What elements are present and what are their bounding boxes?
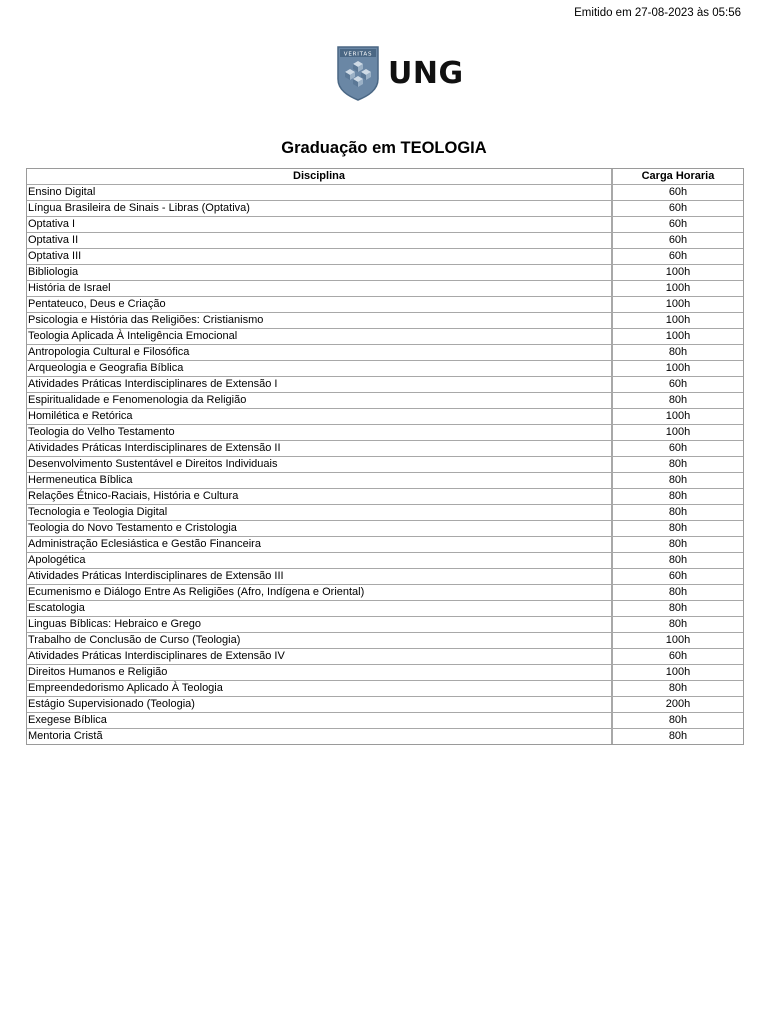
table-row bbox=[27, 313, 743, 329]
table-row bbox=[27, 569, 743, 585]
disciplina-cell: Optativa II bbox=[27, 233, 612, 249]
table-row bbox=[27, 505, 743, 521]
table-row bbox=[27, 601, 743, 617]
carga-horaria-cell: 80h bbox=[612, 393, 743, 409]
carga-horaria-cell: 80h bbox=[612, 521, 743, 537]
table-row bbox=[27, 473, 743, 489]
carga-horaria-cell: 60h bbox=[612, 233, 743, 249]
disciplina-cell: Mentoria Cristã bbox=[27, 729, 612, 744]
disciplina-cell: Optativa I bbox=[27, 217, 612, 233]
disciplina-cell: Antropologia Cultural e Filosófica bbox=[27, 345, 612, 361]
disciplina-cell: Desenvolvimento Sustentável e Direitos Individuais bbox=[27, 457, 612, 473]
disciplina-cell: Ecumenismo e Diálogo Entre As Religiões (Afro, Indígena e Oriental) bbox=[27, 585, 612, 601]
carga-horaria-cell: 80h bbox=[612, 537, 743, 553]
disciplina-cell: Teologia Aplicada À Inteligência Emocional bbox=[27, 329, 612, 345]
header-disciplina: Disciplina bbox=[27, 169, 612, 185]
carga-horaria-cell: 100h bbox=[612, 633, 743, 649]
disciplina-cell: Teologia do Velho Testamento bbox=[27, 425, 612, 441]
disciplina-cell: Apologética bbox=[27, 553, 612, 569]
disciplina-cell: Linguas Bíblicas: Hebraico e Grego bbox=[27, 617, 612, 633]
table-row bbox=[27, 425, 743, 441]
disciplina-cell: Hermeneutica Bíblica bbox=[27, 473, 612, 489]
carga-horaria-cell: 60h bbox=[612, 649, 743, 665]
carga-horaria-cell: 80h bbox=[612, 553, 743, 569]
carga-horaria-cell: 100h bbox=[612, 265, 743, 281]
carga-horaria-cell: 200h bbox=[612, 697, 743, 713]
table-row bbox=[27, 633, 743, 649]
course-table bbox=[26, 168, 744, 745]
table-row bbox=[27, 281, 743, 297]
table-row bbox=[27, 393, 743, 409]
veritas-shield-icon bbox=[336, 45, 380, 101]
disciplina-cell: Direitos Humanos e Religião bbox=[27, 665, 612, 681]
carga-horaria-cell: 60h bbox=[612, 217, 743, 233]
carga-horaria-cell: 80h bbox=[612, 617, 743, 633]
disciplina-cell: Exegese Bíblica bbox=[27, 713, 612, 729]
disciplina-cell: Optativa III bbox=[27, 249, 612, 265]
carga-horaria-cell: 100h bbox=[612, 297, 743, 313]
carga-horaria-cell: 100h bbox=[612, 409, 743, 425]
table-row bbox=[27, 729, 743, 744]
carga-horaria-cell: 60h bbox=[612, 201, 743, 217]
carga-horaria-cell: 60h bbox=[612, 441, 743, 457]
table-row bbox=[27, 537, 743, 553]
disciplina-cell: Psicologia e História das Religiões: Cristianismo bbox=[27, 313, 612, 329]
table-row bbox=[27, 265, 743, 281]
disciplina-cell: Bibliologia bbox=[27, 265, 612, 281]
table-row bbox=[27, 409, 743, 425]
university-logo bbox=[336, 44, 464, 102]
carga-horaria-cell: 100h bbox=[612, 281, 743, 297]
table-row bbox=[27, 217, 743, 233]
disciplina-cell: Empreendedorismo Aplicado À Teologia bbox=[27, 681, 612, 697]
table-row bbox=[27, 489, 743, 505]
disciplina-cell: Homilética e Retórica bbox=[27, 409, 612, 425]
disciplina-cell: Atividades Práticas Interdisciplinares de Extensão IV bbox=[27, 649, 612, 665]
carga-horaria-cell: 100h bbox=[612, 665, 743, 681]
table-row bbox=[27, 649, 743, 665]
disciplina-cell: Administração Eclesiástica e Gestão Financeira bbox=[27, 537, 612, 553]
table-row bbox=[27, 713, 743, 729]
table-row bbox=[27, 233, 743, 249]
carga-horaria-cell: 80h bbox=[612, 473, 743, 489]
shield-text: VERITAS bbox=[343, 51, 373, 58]
carga-horaria-cell: 60h bbox=[612, 185, 743, 201]
emission-timestamp: Emitido em 27-08-2023 às 05:56 bbox=[574, 7, 741, 19]
carga-horaria-cell: 60h bbox=[612, 569, 743, 585]
carga-horaria-cell: 80h bbox=[612, 713, 743, 729]
disciplina-cell: Ensino Digital bbox=[27, 185, 612, 201]
table-row bbox=[27, 185, 743, 201]
disciplina-cell: Pentateuco, Deus e Criação bbox=[27, 297, 612, 313]
carga-horaria-cell: 100h bbox=[612, 361, 743, 377]
table-row bbox=[27, 681, 743, 697]
disciplina-cell: Atividades Práticas Interdisciplinares de Extensão III bbox=[27, 569, 612, 585]
course-rows bbox=[27, 185, 743, 744]
carga-horaria-cell: 80h bbox=[612, 681, 743, 697]
disciplina-cell: Espiritualidade e Fenomenologia da Religião bbox=[27, 393, 612, 409]
carga-horaria-cell: 80h bbox=[612, 457, 743, 473]
page-title: Graduação em TEOLOGIA bbox=[281, 139, 487, 157]
table-row bbox=[27, 361, 743, 377]
table-row bbox=[27, 521, 743, 537]
carga-horaria-cell: 80h bbox=[612, 505, 743, 521]
table-row bbox=[27, 249, 743, 265]
disciplina-cell: Tecnologia e Teologia Digital bbox=[27, 505, 612, 521]
disciplina-cell: Trabalho de Conclusão de Curso (Teologia) bbox=[27, 633, 612, 649]
disciplina-cell: Atividades Práticas Interdisciplinares de Extensão I bbox=[27, 377, 612, 393]
table-row bbox=[27, 441, 743, 457]
carga-horaria-cell: 100h bbox=[612, 425, 743, 441]
table-row bbox=[27, 697, 743, 713]
table-row bbox=[27, 457, 743, 473]
carga-horaria-cell: 60h bbox=[612, 249, 743, 265]
carga-horaria-cell: 80h bbox=[612, 601, 743, 617]
table-row bbox=[27, 553, 743, 569]
disciplina-cell: Língua Brasileira de Sinais - Libras (Optativa) bbox=[27, 201, 612, 217]
disciplina-cell: Relações Étnico-Raciais, História e Cultura bbox=[27, 489, 612, 505]
table-row bbox=[27, 329, 743, 345]
disciplina-cell: Teologia do Novo Testamento e Cristologia bbox=[27, 521, 612, 537]
table-row bbox=[27, 665, 743, 681]
carga-horaria-cell: 80h bbox=[612, 489, 743, 505]
carga-horaria-cell: 80h bbox=[612, 345, 743, 361]
disciplina-cell: Atividades Práticas Interdisciplinares de Extensão II bbox=[27, 441, 612, 457]
table-header-row bbox=[27, 169, 743, 185]
disciplina-cell: História de Israel bbox=[27, 281, 612, 297]
table-row bbox=[27, 617, 743, 633]
carga-horaria-cell: 60h bbox=[612, 377, 743, 393]
header-carga-horaria: Carga Horaria bbox=[612, 169, 743, 185]
carga-horaria-cell: 80h bbox=[612, 729, 743, 744]
disciplina-cell: Escatologia bbox=[27, 601, 612, 617]
carga-horaria-cell: 100h bbox=[612, 329, 743, 345]
carga-horaria-cell: 100h bbox=[612, 313, 743, 329]
table-row bbox=[27, 201, 743, 217]
table-row bbox=[27, 585, 743, 601]
brand-name: UNG bbox=[388, 55, 464, 91]
table-row bbox=[27, 345, 743, 361]
table-row bbox=[27, 297, 743, 313]
disciplina-cell: Arqueologia e Geografia Bíblica bbox=[27, 361, 612, 377]
table-row bbox=[27, 377, 743, 393]
disciplina-cell: Estágio Supervisionado (Teologia) bbox=[27, 697, 612, 713]
carga-horaria-cell: 80h bbox=[612, 585, 743, 601]
